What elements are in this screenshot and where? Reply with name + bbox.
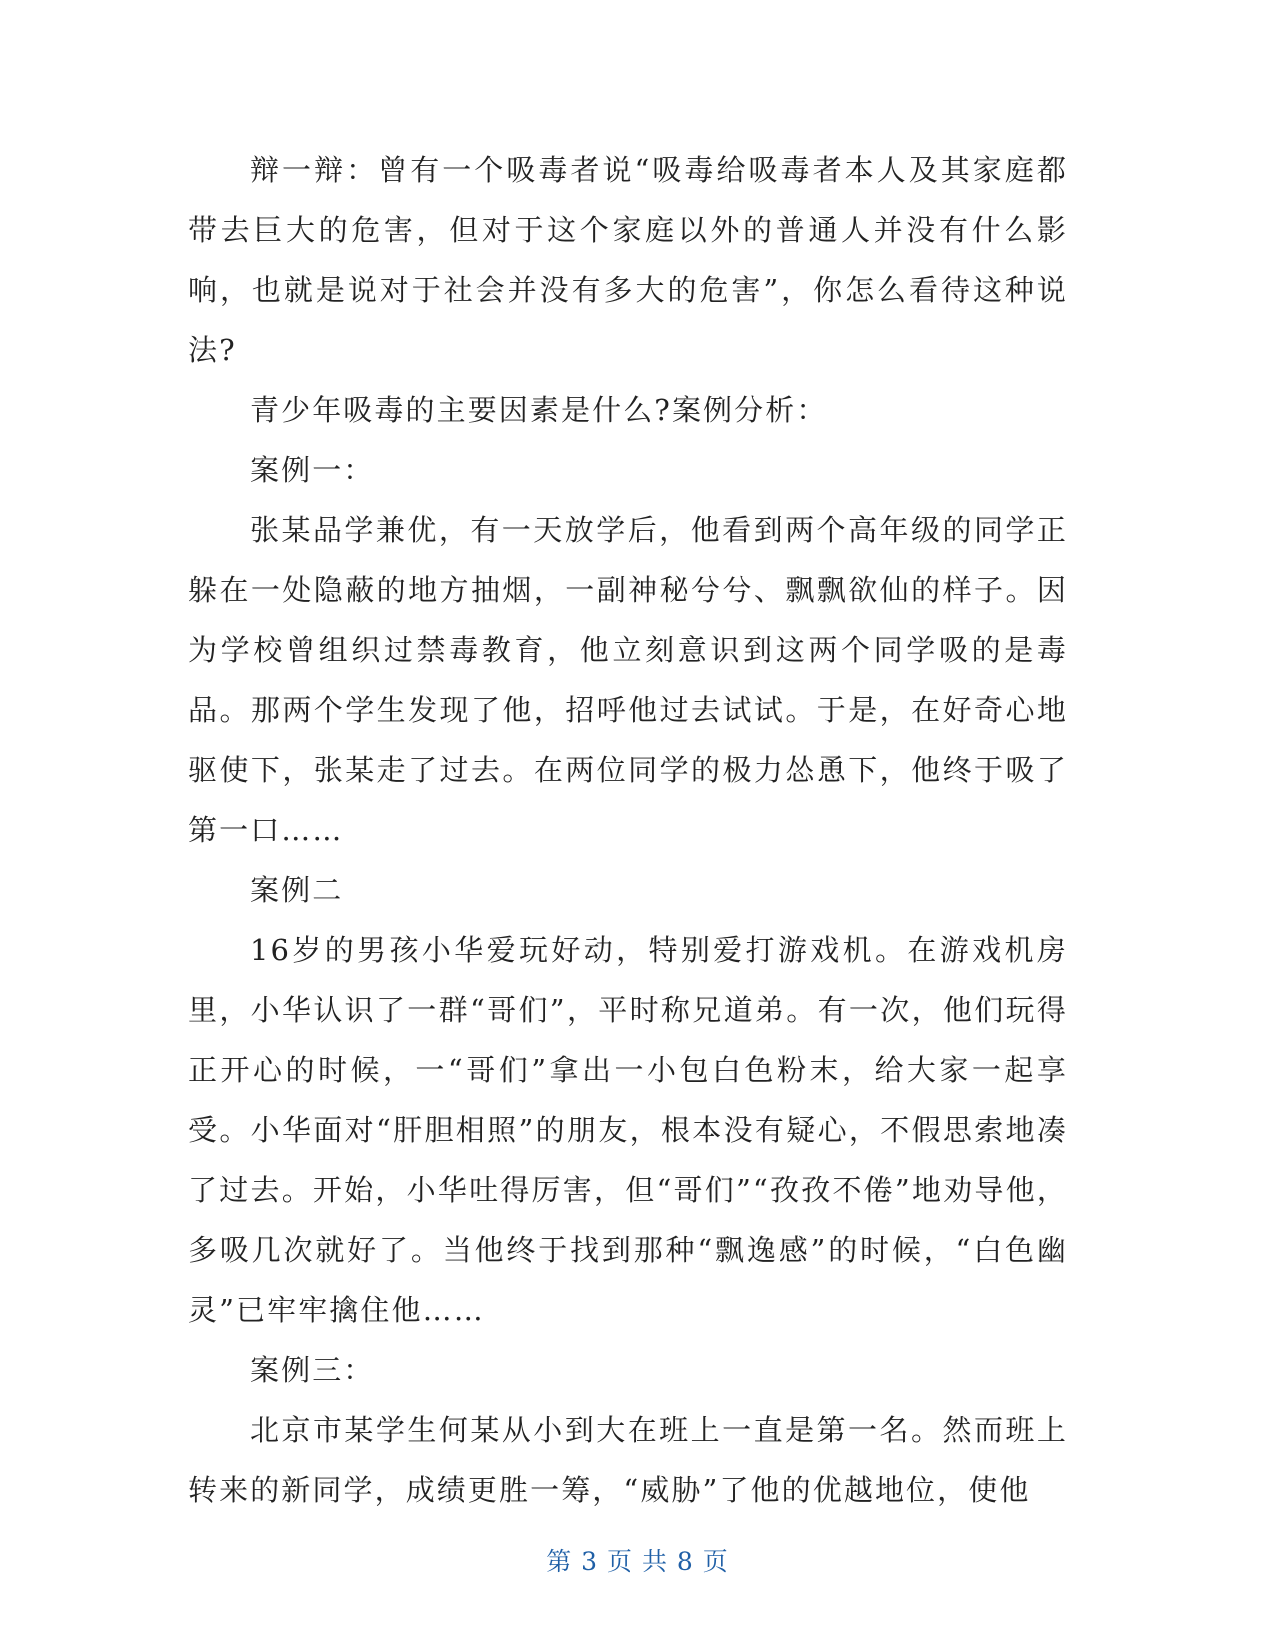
paragraph-case-analysis-heading: 青少年吸毒的主要因素是什么?案例分析： — [250, 393, 828, 427]
paragraph-case-three-body: 北京市某学生何某从小到大在班上一直是第一名。然而班上转来的新同学，成绩更胜一筹，“威胁”了他的优越地位，使他 — [188, 1413, 1068, 1507]
paragraph-case-three-title: 案例三： — [250, 1353, 375, 1387]
paragraph-case-one-title: 案例一： — [250, 453, 375, 487]
paragraph-case-one-body: 张某品学兼优，有一天放学后，他看到两个高年级的同学正躲在一处隐蔽的地方抽烟，一副神秘兮兮、飘飘欲仙的样子。因为学校曾组织过禁毒教育，他立刻意识到这两个同学吸的是毒品。那两个学生发现了他，招呼他过去试试。于是，在好奇心地驱使下，张某走了过去。在两位同学的极力怂恿下，他终于吸了第一口…… — [188, 513, 1068, 847]
paragraph-debate-question: 辩一辩：曾有一个吸毒者说“吸毒给吸毒者本人及其家庭都带去巨大的危害，但对于这个家庭以外的普通人并没有什么影响，也就是说对于社会并没有多大的危害”，你怎么看待这种说法? — [188, 153, 1068, 367]
document-body — [188, 140, 1068, 1520]
paragraph-case-two-body: 16岁的男孩小华爱玩好动，特别爱打游戏机。在游戏机房里，小华认识了一群“哥们”，平时称兄道弟。有一次，他们玩得正开心的时候，一“哥们”拿出一小包白色粉末，给大家一起享受。小华面对“肝胆相照”的朋友，根本没有疑心，不假思索地凑了过去。开始，小华吐得厉害，但“哥们”“孜孜不倦”地劝导他，多吸几次就好了。当他终于找到那种“飘逸感”的时候，“白色幽灵”已牢牢擒住他…… — [188, 933, 1068, 1327]
paragraph-case-two-title: 案例二 — [250, 873, 344, 907]
page-number-footer: 第 3 页 共 8 页 — [546, 1547, 729, 1576]
